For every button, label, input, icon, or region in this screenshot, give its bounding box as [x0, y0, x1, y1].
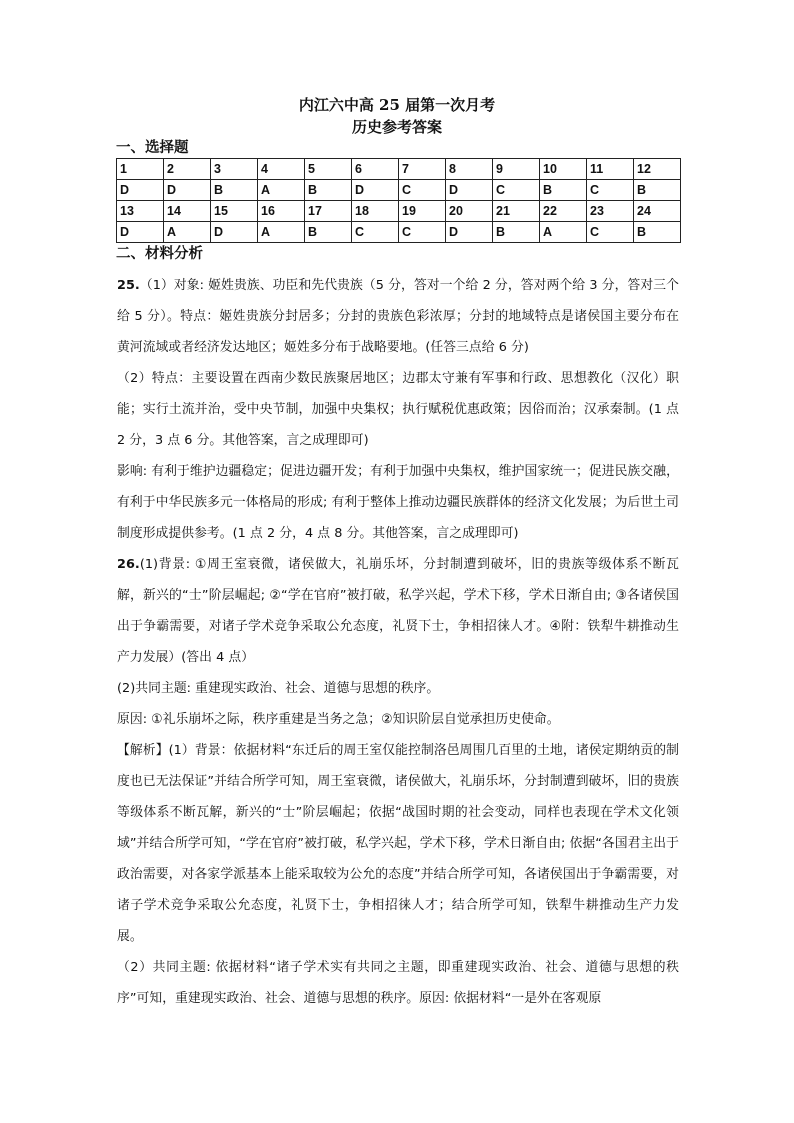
answer-letter-cell: C	[352, 222, 399, 243]
q26-part1-text: (1)背景: ①周王室衰微，诸侯做大，礼崩乐坏，分封制遭到破坏，旧的贵族等级体系不断瓦解，新兴的“士”阶层崛起; ②“学在官府”被打破，私学兴起，学术下移，学术日渐自由; ③各诸侯国出于争霸需要，对诸子学术竞争采取公允态度，礼贤下士，争相招徕人才。④附：铁犁牛耕推动生产力发展）(答出 4 点）	[117, 557, 679, 665]
question-number-cell: 1	[117, 159, 164, 180]
question-number-cell: 18	[352, 201, 399, 222]
answer-letter-cell: D	[164, 180, 211, 201]
answer-letter-cell: B	[493, 222, 540, 243]
section-heading-material-analysis: 二、材料分析	[116, 245, 203, 262]
question-number-cell: 20	[446, 201, 493, 222]
answer-letter-cell: B	[540, 180, 587, 201]
question-number-cell: 4	[258, 159, 305, 180]
question-number-cell: 6	[352, 159, 399, 180]
answer-letter-cell: C	[587, 222, 634, 243]
question-number-cell: 22	[540, 201, 587, 222]
answer-letter-row	[117, 222, 681, 243]
q25-part1	[117, 270, 679, 363]
question-number-cell: 15	[211, 201, 258, 222]
question-number-cell: 24	[634, 201, 681, 222]
question-number-cell: 9	[493, 159, 540, 180]
question-number-cell: 7	[399, 159, 446, 180]
answer-letter-cell: B	[634, 222, 681, 243]
answer-letter-cell: C	[587, 180, 634, 201]
answer-letter-cell: A	[258, 222, 305, 243]
answer-letter-cell: B	[634, 180, 681, 201]
question-number-row	[117, 201, 681, 222]
answer-letter-cell: D	[117, 222, 164, 243]
question-number-cell: 8	[446, 159, 493, 180]
question-number-cell: 23	[587, 201, 634, 222]
q26-reasons: 原因: ①礼乐崩坏之际，秩序重建是当务之急；②知识阶层自觉承担历史使命。	[117, 712, 560, 727]
answer-letter-cell: C	[399, 222, 446, 243]
document-subtitle: 历史参考答案	[351, 118, 442, 136]
q26-part2: (2)共同主题: 重建现实政治、社会、道德与思想的秩序。	[117, 681, 440, 696]
document-title: 内江六中高 25 届第一次月考	[298, 96, 496, 114]
answer-letter-cell: D	[352, 180, 399, 201]
answer-letter-cell: A	[258, 180, 305, 201]
answer-letter-row	[117, 180, 681, 201]
question-number-cell: 10	[540, 159, 587, 180]
q26-analysis-1: 【解析】(1）背景：依据材料“东迁后的周王室仅能控制洛邑周围几百里的土地，诸侯定期纳贡的制度也已无法保证”并结合所学可知，周王室衰微，诸侯做大，礼崩乐坏，分封制遭到破坏，旧的贵族等级体系不断瓦解，新兴的“士”阶层崛起；依据“战国时期的社会变动，同样也表现在学术文化领域”并结合所学可知，“学在官府”被打破，私学兴起，学术下移，学术日渐自由; 依据“各国君主出于政治需要，对各家学派基本上能采取较为公允的态度”并结合所学可知，各诸侯国出于争霸需要，对诸子学术竞争采取公允态度，礼贤下士，争相招徕人才；结合所学可知，铁犁牛耕推动生产力发展。	[117, 743, 679, 944]
question-number-cell: 19	[399, 201, 446, 222]
question-number-cell: 14	[164, 201, 211, 222]
answer-letter-cell: A	[540, 222, 587, 243]
question-number-cell: 11	[587, 159, 634, 180]
answer-letter-cell: B	[211, 180, 258, 201]
answer-letter-cell: B	[305, 222, 352, 243]
q26-analysis-2: （2）共同主题: 依据材料“诸子学术实有共同之主题，即重建现实政治、社会、道德与思想的秩序”可知，重建现实政治、社会、道德与思想的秩序。原因: 依据材料“一是外在客观原	[117, 960, 679, 1006]
answer-letter-cell: D	[446, 222, 493, 243]
answer-letter-cell: D	[446, 180, 493, 201]
answer-table	[116, 158, 681, 243]
question-number-cell: 5	[305, 159, 352, 180]
question-number: 25.	[117, 278, 140, 293]
question-number-cell: 13	[117, 201, 164, 222]
answer-body	[117, 270, 679, 1014]
q25-part1-text: （1）对象: 姬姓贵族、功臣和先代贵族（5 分，答对一个给 2 分，答对两个给 3 分，答对三个给 5 分）。特点：姬姓贵族分封居多；分封的贵族色彩浓厚；分封的地域特点是诸侯国主要分布在黄河流域或者经济发达地区；姬姓多分布于战略要地。(任答三点给 6 分)	[117, 278, 679, 355]
question-number-cell: 16	[258, 201, 305, 222]
answer-letter-cell: C	[493, 180, 540, 201]
question-number-cell: 17	[305, 201, 352, 222]
answer-letter-cell: D	[211, 222, 258, 243]
question-number-cell: 3	[211, 159, 258, 180]
question-number-cell: 12	[634, 159, 681, 180]
answer-letter-cell: A	[164, 222, 211, 243]
section-heading-multiple-choice: 一、选择题	[116, 139, 189, 156]
q26-part1	[117, 549, 679, 673]
question-number-cell: 21	[493, 201, 540, 222]
question-number-cell: 2	[164, 159, 211, 180]
q25-impact: 影响: 有利于维护边疆稳定；促进边疆开发；有利于加强中央集权，维护国家统一；促进民族交融，有利于中华民族多元一体格局的形成; 有利于整体上推动边疆民族群体的经济文化发展；为后世土司制度形成提供参考。(1 点 2 分，4 点 8 分。其他答案，言之成理即可)	[117, 464, 679, 541]
q25-part2: （2）特点：主要设置在西南少数民族聚居地区；边郡太守兼有军事和行政、思想教化（汉化）职能；实行土流并治，受中央节制，加强中央集权；执行赋税优惠政策；因俗而治；汉承秦制。(1 点 2 分，3 点 6 分。其他答案，言之成理即可)	[117, 371, 679, 448]
answer-letter-cell: D	[117, 180, 164, 201]
answer-letter-cell: C	[399, 180, 446, 201]
question-number: 26.	[117, 557, 140, 572]
answer-letter-cell: B	[305, 180, 352, 201]
question-number-row	[117, 159, 681, 180]
